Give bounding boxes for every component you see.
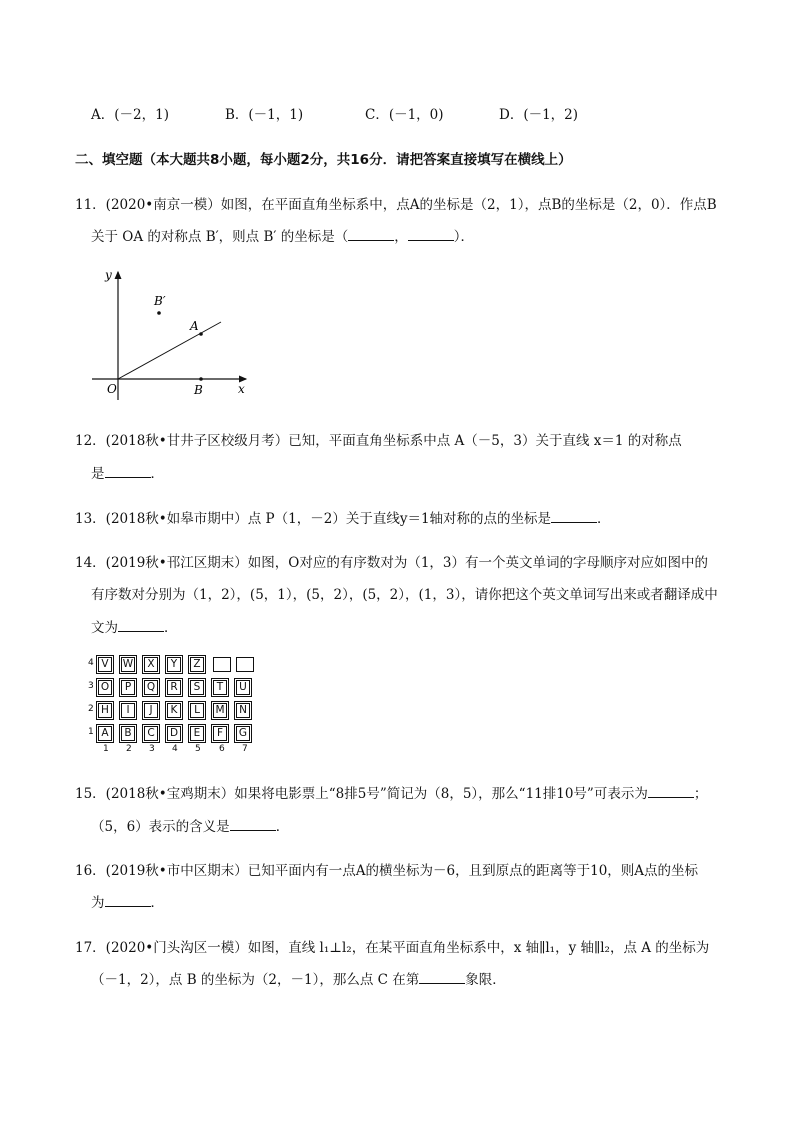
grid-cell: G <box>236 726 250 741</box>
label-a: A <box>190 319 199 333</box>
option-b: B．(－1，1) <box>225 107 304 123</box>
q15-text-c: （5，6）表示的含义是 <box>91 819 230 835</box>
grid-cell: V <box>98 657 112 672</box>
q12-blank[interactable] <box>105 465 151 478</box>
q16-text-a: 为 <box>91 895 105 911</box>
q17-line1: 17．(2020•门头沟区一模）如图，直线 l₁⊥l₂，在某平面直角坐标系中，x 轴∥l₁，y 轴∥l₂，点 A 的坐标为 <box>75 940 710 956</box>
q14-line3 <box>91 616 178 636</box>
grid-cell: Z <box>190 657 204 672</box>
q15-text-d: ． <box>275 819 290 835</box>
q13-blank[interactable] <box>551 510 597 523</box>
grid-col-label: 3 <box>149 744 155 754</box>
q12-line2 <box>91 462 164 482</box>
q11-text-a: 关于 OA 的对称点 B′，则点 B′ 的坐标是（ <box>91 229 349 245</box>
q13-text-a: 13．(2018秋•如皋市期中）点 P（1，－2）关于直线y＝1轴对称的点的坐标是 <box>75 511 552 527</box>
grid-cell: B <box>121 726 135 741</box>
q12-text-b: ． <box>150 466 164 482</box>
grid-cell: I <box>121 703 135 718</box>
grid-col-label: 4 <box>172 744 178 754</box>
q16-line1: 16．(2019秋•市中区期末）已知平面内有一点A的横坐标为－6，且到原点的距离等于10，则A点的坐标 <box>75 863 699 879</box>
grid-col-label: 1 <box>103 744 109 754</box>
option-d: D．(－1，2) <box>499 107 579 123</box>
q12-line1: 12．(2018秋•甘井子区校级月考）已知，平面直角坐标系中点 A（－5，3）关于直线 x＝1 的对称点 <box>75 433 682 449</box>
grid-cell: E <box>190 726 204 741</box>
q11-blank-2[interactable] <box>408 228 454 241</box>
q11-line1: 11．(2020•南京一模）如图，在平面直角坐标系中，点A的坐标是（2，1），点B的坐标是（2，0）．作点B <box>75 197 717 213</box>
q15-line1 <box>75 782 707 802</box>
q16-blank[interactable] <box>105 894 151 907</box>
label-x: x <box>238 382 245 396</box>
grid-cell: K <box>167 703 181 718</box>
grid-cell: N <box>236 703 250 718</box>
grid-cell: J <box>144 703 158 718</box>
grid-row-label: 2 <box>88 704 94 714</box>
q15-text-b: ； <box>693 786 708 802</box>
q17-text-b: 象限． <box>465 972 506 988</box>
grid-row-label: 4 <box>88 658 94 668</box>
q15-text-a: 15．(2018秋•宝鸡期末）如果将电影票上“8排5号”简记为（8，5），那么“11排10号”可表示为 <box>75 786 648 802</box>
grid-cell: H <box>98 703 112 718</box>
grid-cell: O <box>98 680 112 695</box>
grid-col-label: 2 <box>126 744 132 754</box>
q17-line2 <box>91 968 506 988</box>
grid-cell: P <box>121 680 135 695</box>
q14-line1: 14．(2019秋•邗江区期末）如图，O对应的有序数对为（1，3）有一个英文单词的字母顺序对应如图中的 <box>75 555 709 571</box>
grid-cell: R <box>167 680 181 695</box>
q14-text-b: ． <box>164 620 178 636</box>
label-b: B <box>194 383 203 397</box>
grid-cell: X <box>144 657 158 672</box>
grid-cell <box>213 657 231 672</box>
grid-cell: S <box>190 680 204 695</box>
grid-cell <box>236 657 254 672</box>
q15-blank-2[interactable] <box>230 818 276 831</box>
grid-cell: W <box>122 658 134 670</box>
option-c: C．(－1，0) <box>365 107 444 123</box>
point-a <box>199 332 203 336</box>
q14-blank[interactable] <box>118 619 164 632</box>
q14-text-a: 文为 <box>91 620 118 636</box>
grid-col-label: 6 <box>219 744 225 754</box>
grid-row-label: 3 <box>88 681 94 691</box>
grid-col-label: 7 <box>242 744 248 754</box>
q17-text-a: （－1，2），点 B 的坐标为（2，－1），那么点 C 在第 <box>91 972 420 988</box>
q13-line1 <box>75 507 611 527</box>
section-title: 二、填空题（本大题共8小题，每小题2分，共16分．请把答案直接填写在横线上） <box>75 152 572 168</box>
q15-line2 <box>91 815 289 835</box>
grid-cell: L <box>190 703 204 718</box>
point-b <box>199 377 203 381</box>
letter-grid <box>88 654 268 754</box>
q11-text-c: ）． <box>453 229 474 245</box>
grid-cell: Y <box>167 657 181 672</box>
q16-text-b: ． <box>150 895 164 911</box>
q16-line2 <box>91 891 164 911</box>
q11-text-b: ， <box>394 229 408 245</box>
point-bprime <box>157 311 161 315</box>
grid-cell: T <box>213 680 227 695</box>
q11-line2 <box>91 225 474 245</box>
grid-cell: M <box>213 703 227 718</box>
grid-cell: A <box>98 726 112 741</box>
grid-cell: D <box>167 726 181 741</box>
ray-oa <box>118 322 221 379</box>
label-bprime: B′ <box>154 294 166 308</box>
label-o: O <box>107 382 117 396</box>
grid-cell: F <box>213 726 227 741</box>
q13-text-b: ． <box>597 511 611 527</box>
grid-cell: C <box>144 726 158 741</box>
grid-col-label: 5 <box>195 744 201 754</box>
q12-text-a: 是 <box>91 466 105 482</box>
grid-cell: U <box>236 680 250 695</box>
grid-row-label: 1 <box>88 727 94 737</box>
q11-coordinate-figure <box>88 262 258 402</box>
label-y: y <box>105 268 112 282</box>
q15-blank-1[interactable] <box>648 785 694 798</box>
q11-blank-1[interactable] <box>348 228 394 241</box>
grid-cell: Q <box>144 680 158 695</box>
q17-blank[interactable] <box>419 971 465 984</box>
q14-line2: 有序数对分别为（1，2），(5，1），(5，2），(5，2），(1，3），请你把这个英文单词写出来或者翻译成中 <box>91 587 718 603</box>
option-a: A．(－2，1) <box>91 107 169 123</box>
